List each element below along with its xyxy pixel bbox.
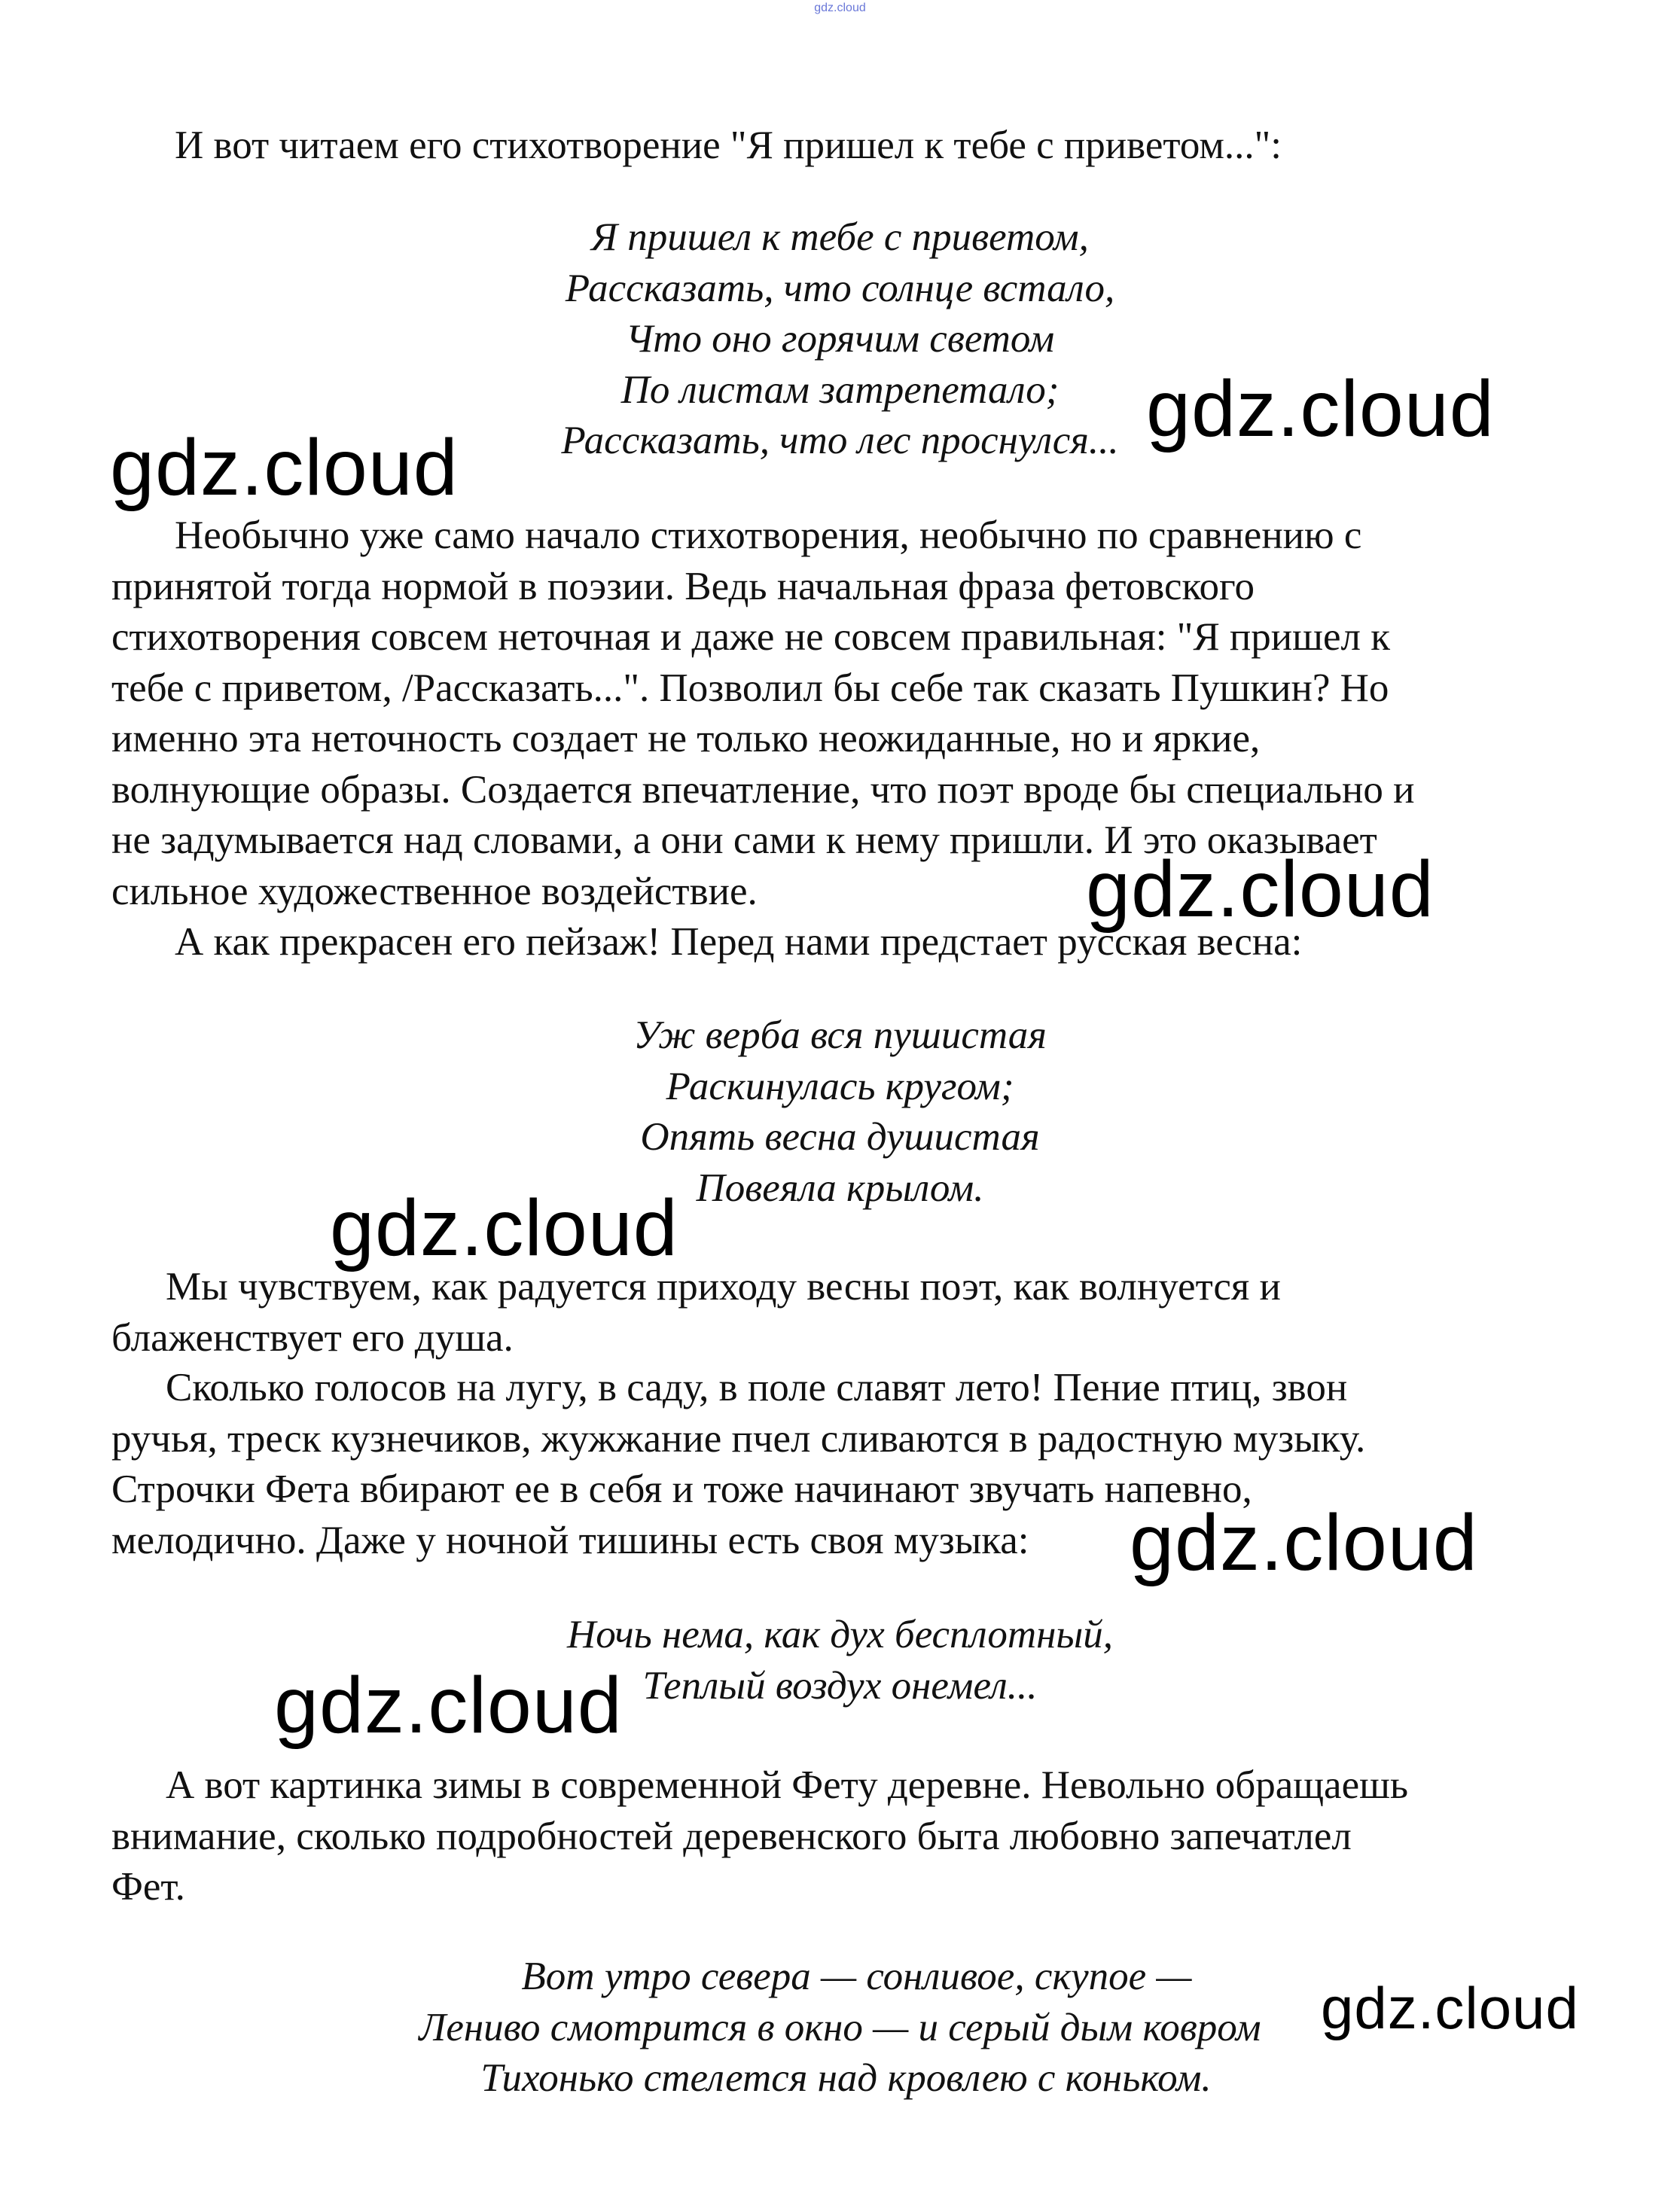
paragraph-line: именно эта неточность создает не только неожиданные, но и яркие, <box>111 717 1261 760</box>
watermark-logo: gdz.cloud <box>1146 364 1495 453</box>
poem-line: Тихонько стелется над кровлею с коньком. <box>480 2056 1212 2100</box>
paragraph-line: сильное художественное воздействие. <box>111 869 758 913</box>
paragraph-line: блаженствует его душа. <box>111 1315 514 1360</box>
poem-line: Рассказать, что лес проснулся... <box>561 419 1119 462</box>
poem-line: Уж верба вся пушистая <box>633 1013 1047 1057</box>
poem-line: Вот утро севера — сонливое, скупое — <box>521 1955 1192 1998</box>
paragraph-joy <box>111 1262 1572 1364</box>
paragraph-line: Необычно уже само начало стихотворения, необычно по сравнению с <box>175 513 1362 557</box>
paragraph-line: Фет. <box>111 1865 185 1909</box>
poem-spring <box>0 1010 1680 1214</box>
poem-line: По листам затрепетало; <box>620 367 1060 412</box>
watermark-logo: gdz.cloud <box>330 1184 678 1272</box>
paragraph-line: тебе с приветом, /Рассказать...". Позволил бы себе так сказать Пушкин? Но <box>111 666 1389 710</box>
watermark-logo: gdz.cloud <box>274 1661 623 1750</box>
watermark-logo: gdz.cloud <box>1086 845 1435 934</box>
paragraph-line: не задумывается над словами, а они сами к нему пришли. И это оказывает <box>111 818 1377 862</box>
watermark-logo: gdz.cloud <box>1321 1975 1579 2041</box>
paragraph-line: А вот картинка зимы в современной Фету деревне. Невольно обращаешь <box>166 1763 1409 1807</box>
paragraph-winter <box>111 1760 1572 1913</box>
poem-line: Лениво смотрится в окно — и серый дым ковром <box>419 2005 1261 2049</box>
paragraph-line: Сколько голосов на лугу, в саду, в поле славят лето! Пение птиц, звон <box>166 1366 1348 1409</box>
paragraph-line: А как прекрасен его пейзаж! Перед нами предстает русская весна: <box>175 920 1303 964</box>
poem-line: Что оно горячим светом <box>625 317 1055 361</box>
watermark-logo: gdz.cloud <box>110 423 459 512</box>
paragraph-line: принятой тогда нормой в поэзии. Ведь начальная фраза фетовского <box>111 564 1255 608</box>
poem-line: Повеяла крылом. <box>696 1166 984 1210</box>
poem-line: Я пришел к тебе с приветом, <box>591 215 1089 259</box>
top-watermark: gdz.cloud <box>814 2 866 14</box>
poem-night <box>0 1610 1680 1711</box>
paragraph-line: Мы чувствуем, как радуется приходу весны поэт, как волнуется и <box>166 1265 1281 1309</box>
paragraph-line: ручья, треск кузнечиков, жужжание пчел сливаются в радостную музыку. <box>111 1416 1366 1461</box>
poem-line: Рассказать, что солнце встало, <box>565 266 1115 310</box>
paragraph-line: внимание, сколько подробностей деревенского быта любовно запечатлел <box>111 1814 1352 1858</box>
paragraph-line: волнующие образы. Создается впечатление, что поэт вроде бы специально и <box>111 767 1415 812</box>
intro-paragraph <box>111 120 1572 172</box>
poem-line: Теплый воздух онемел... <box>642 1663 1038 1708</box>
poem-line: Ночь нема, как дух бесплотный, <box>566 1613 1114 1656</box>
watermark-logo: gdz.cloud <box>1130 1498 1478 1587</box>
paragraph-line: стихотворения совсем неточная и даже не совсем правильная: "Я пришел к <box>111 615 1390 659</box>
poem-line: Опять весна душистая <box>640 1115 1040 1159</box>
poem-line: Раскинулась кругом; <box>666 1064 1014 1108</box>
paragraph-line: мелодично. Даже у ночной тишины есть своя музыка: <box>111 1518 1029 1562</box>
intro-line: И вот читаем его стихотворение "Я пришел к тебе с приветом...": <box>175 123 1282 167</box>
paragraph-line: Строчки Фета вбирают ее в себя и тоже начинают звучать напевно, <box>111 1467 1252 1511</box>
